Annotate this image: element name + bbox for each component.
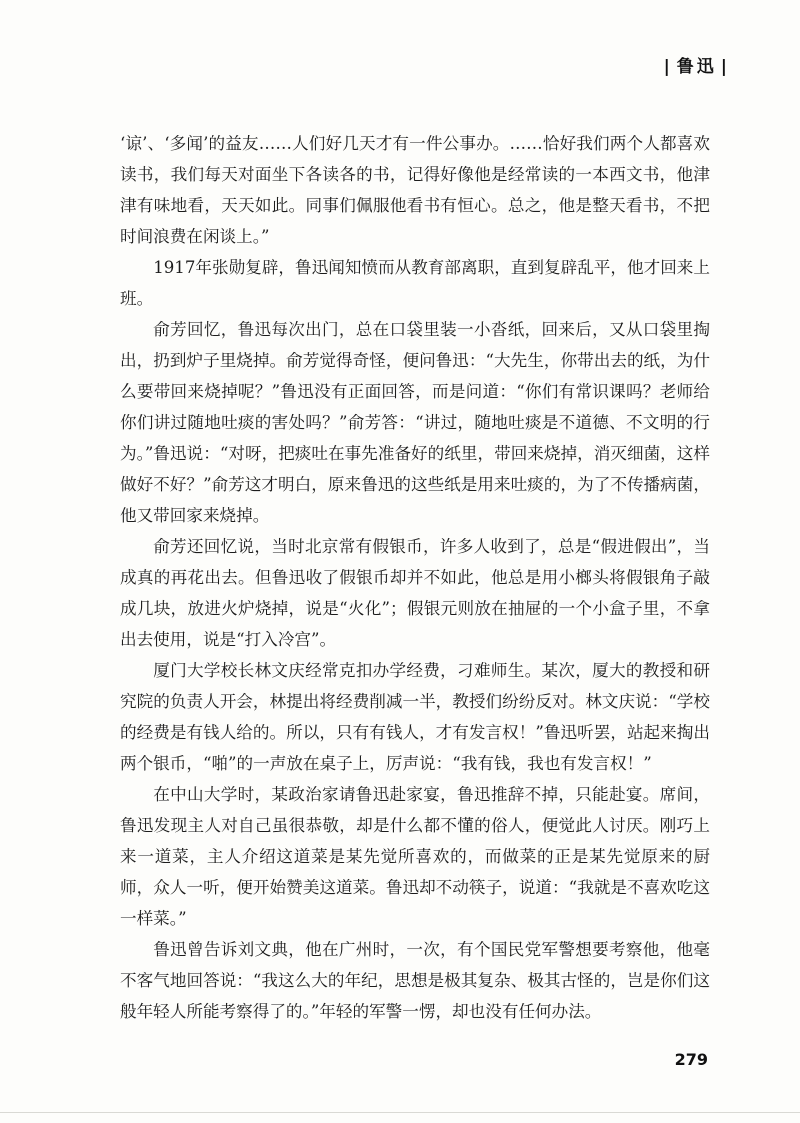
paragraph-zhongshan-banquet: 在中山大学时，某政治家请鲁迅赴家宴，鲁迅推辞不掉，只能赴宴。席间，鲁迅发现主人对自己虽很恭敬，却是什么都不懂的俗人，便觉此人讨厌。刚巧上来一道菜，主人介绍这道菜是某先觉所喜欢的，而做菜的正是某先觉原来的厨师，众人一听，便开始赞美这道菜。鲁迅却不动筷子，说道：“我就是不喜欢吃这一样菜。” bbox=[120, 785, 710, 928]
paragraph-fake-coins: 俞芳还回忆说，当时北京常有假银币，许多人收到了，总是“假进假出”，当成真的再花出去。但鲁迅收了假银币却并不如此，他总是用小榔头将假银角子敲成几块，放进火炉烧掉，说是“火化”；假银元则放在抽屉的一个小盒子里，不拿出去使用，说是“打入冷宫”。 bbox=[120, 537, 710, 649]
paragraph-continued: ‘谅’、‘多闻’的益友……人们好几天才有一件公事办。……恰好我们两个人都喜欢读书，我们每天对面坐下各读各的书，记得好像他是经常读的一本西文书，他津津有味地看，天天如此。同事们佩服他看书有恒心。总之，他是整天看书，不把时间浪费在闲谈上。” bbox=[120, 134, 710, 246]
body-text bbox=[120, 128, 710, 1027]
paragraph-spitting-paper: 俞芳回忆，鲁迅每次出门，总在口袋里装一小沓纸，回来后，又从口袋里掏出，扔到炉子里烧掉。俞芳觉得奇怪，便问鲁迅：“大先生，你带出去的纸，为什么要带回来烧掉呢？”鲁迅没有正面回答，而是问道：“你们有常识课吗？老师给你们讲过随地吐痰的害处吗？”俞芳答：“讲过，随地吐痰是不道德、不文明的行为。”鲁迅说：“对呀，把痰吐在事先准备好的纸里，带回来烧掉，消灭细菌，这样做好不好？”俞芳这才明白，原来鲁迅的这些纸是用来吐痰的，为了不传播病菌，他又带回家来烧掉。 bbox=[120, 320, 710, 525]
page-number: 279 bbox=[674, 1050, 708, 1069]
paragraph-military-police: 鲁迅曾告诉刘文典，他在广州时，一次，有个国民党军警想要考察他，他毫不客气地回答说：“我这么大的年纪，思想是极其复杂、极其古怪的，岂是你们这般年轻人所能考察得了的。”年轻的军警一愣，却也没有任何办法。 bbox=[120, 940, 710, 1021]
running-header bbox=[660, 52, 734, 77]
paragraph-zhang-xun-restoration: 1917年张勋复辟，鲁迅闻知愤而从教育部离职，直到复辟乱平，他才回来上班。 bbox=[120, 258, 710, 308]
header-bar-right: | bbox=[720, 57, 730, 77]
scan-edge-divider bbox=[0, 1112, 800, 1113]
paragraph-xiamen-university: 厦门大学校长林文庆经常克扣办学经费，刁难师生。某次，厦大的教授和研究院的负责人开会，林提出将经费削减一半，教授们纷纷反对。林文庆说：“学校的经费是有钱人给的。所以，只有有钱人，才有发言权！”鲁迅听罢，站起来掏出两个银币，“啪”的一声放在桌子上，厉声说：“我有钱，我也有发言权！” bbox=[120, 661, 710, 773]
header-bar-left: | bbox=[663, 57, 673, 77]
chapter-title: 鲁迅 bbox=[676, 57, 717, 77]
